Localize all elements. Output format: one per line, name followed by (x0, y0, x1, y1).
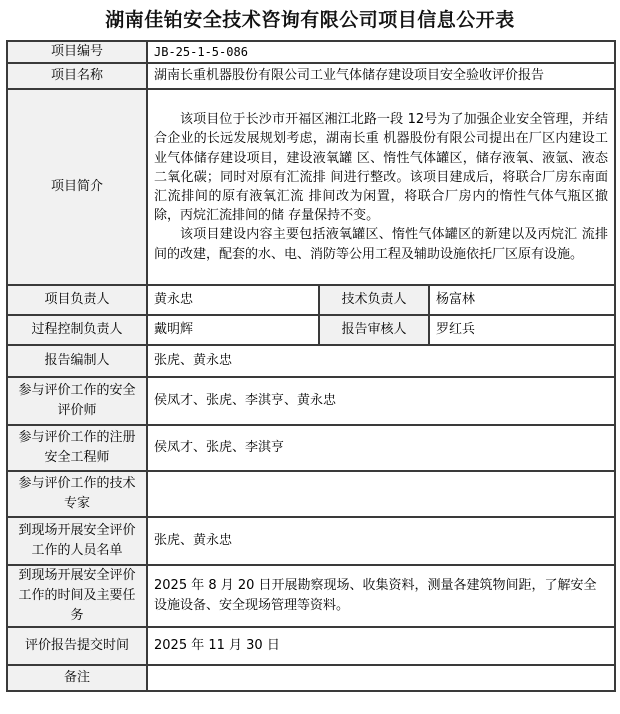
project-name-value: 湖南长重机器股份有限公司工业气体储存建设项目安全验收评价报告 (147, 63, 615, 89)
row-submission-time (7, 627, 615, 665)
tech-experts-label: 参与评价工作的技术专家 (7, 471, 147, 517)
row-registered-engineers (7, 425, 615, 471)
row-project-no (7, 41, 615, 63)
registered-engineers-label: 参与评价工作的注册安全工程师 (7, 425, 147, 471)
remarks-value (147, 665, 615, 691)
project-info-table (6, 40, 616, 692)
project-no-label: 项目编号 (7, 41, 147, 63)
process-controller-value: 戴明辉 (147, 315, 319, 345)
row-tech-experts (7, 471, 615, 517)
report-author-value: 张虎、黄永忠 (147, 345, 615, 377)
safety-evaluators-value: 侯凤才、张虎、李淇亨、黄永忠 (147, 377, 615, 425)
onsite-time-tasks-value: 2025 年 8 月 20 日开展勘察现场、收集资料，测量各建筑物间距，了解安全设施设备、安全现场管理等资料。 (147, 565, 615, 627)
project-no-value: JB-25-1-5-086 (147, 41, 615, 63)
project-leader-value: 黄永忠 (147, 285, 319, 315)
row-report-author (7, 345, 615, 377)
page-title: 湖南佳铂安全技术咨询有限公司项目信息公开表 (105, 9, 515, 31)
row-leaders (7, 285, 615, 315)
row-safety-evaluators (7, 377, 615, 425)
remarks-label: 备注 (7, 665, 147, 691)
tech-leader-value: 杨富林 (429, 285, 615, 315)
safety-evaluators-label: 参与评价工作的安全评价师 (7, 377, 147, 425)
tech-experts-value (147, 471, 615, 517)
project-intro-label: 项目简介 (7, 89, 147, 285)
project-name-label: 项目名称 (7, 63, 147, 89)
report-reviewer-label: 报告审核人 (319, 315, 429, 345)
project-intro-value (147, 89, 615, 285)
process-controller-label: 过程控制负责人 (7, 315, 147, 345)
onsite-staff-label: 到现场开展安全评价工作的人员名单 (7, 517, 147, 565)
onsite-staff-value: 张虎、黄永忠 (147, 517, 615, 565)
project-leader-label: 项目负责人 (7, 285, 147, 315)
tech-leader-label: 技术负责人 (319, 285, 429, 315)
row-onsite-time-tasks (7, 565, 615, 627)
report-author-label: 报告编制人 (7, 345, 147, 377)
onsite-time-tasks-label: 到现场开展安全评价工作的时间及主要任务 (7, 565, 147, 627)
intro-paragraph-1: 该项目位于长沙市开福区湘江北路一段 12号为了加强企业安全管理，并结合企业的长远发展规划考虑，湖南长重 机器股份有限公司提出在厂区内建设工业气体储存建设项目，建设液氧罐 区、惰性气体罐区，储存液氧、液氩、液态二氧化碳；同时对原有汇流排 间进行整改。该项目建成后，将联合厂房东南面汇流排间的原有液氧汇流 排间改为闲置，将联合厂房内的惰性气体气瓶区撤除，丙烷汇流排间的储 存量保持不变。 (154, 112, 609, 224)
intro-paragraph-2: 该项目建设内容主要包括液氧罐区、惰性气体罐区的新建以及丙烷汇 流排间的改建，配套的水、电、消防等公用工程及辅助设施依托厂区原有设施。 (154, 227, 609, 262)
registered-engineers-value: 侯凤才、张虎、李淇亨 (147, 425, 615, 471)
row-remarks (7, 665, 615, 691)
row-project-name (7, 63, 615, 89)
submission-time-value: 2025 年 11 月 30 日 (147, 627, 615, 665)
row-project-intro (7, 89, 615, 285)
row-control-review (7, 315, 615, 345)
submission-time-label: 评价报告提交时间 (7, 627, 147, 665)
row-onsite-staff (7, 517, 615, 565)
report-reviewer-value: 罗红兵 (429, 315, 615, 345)
